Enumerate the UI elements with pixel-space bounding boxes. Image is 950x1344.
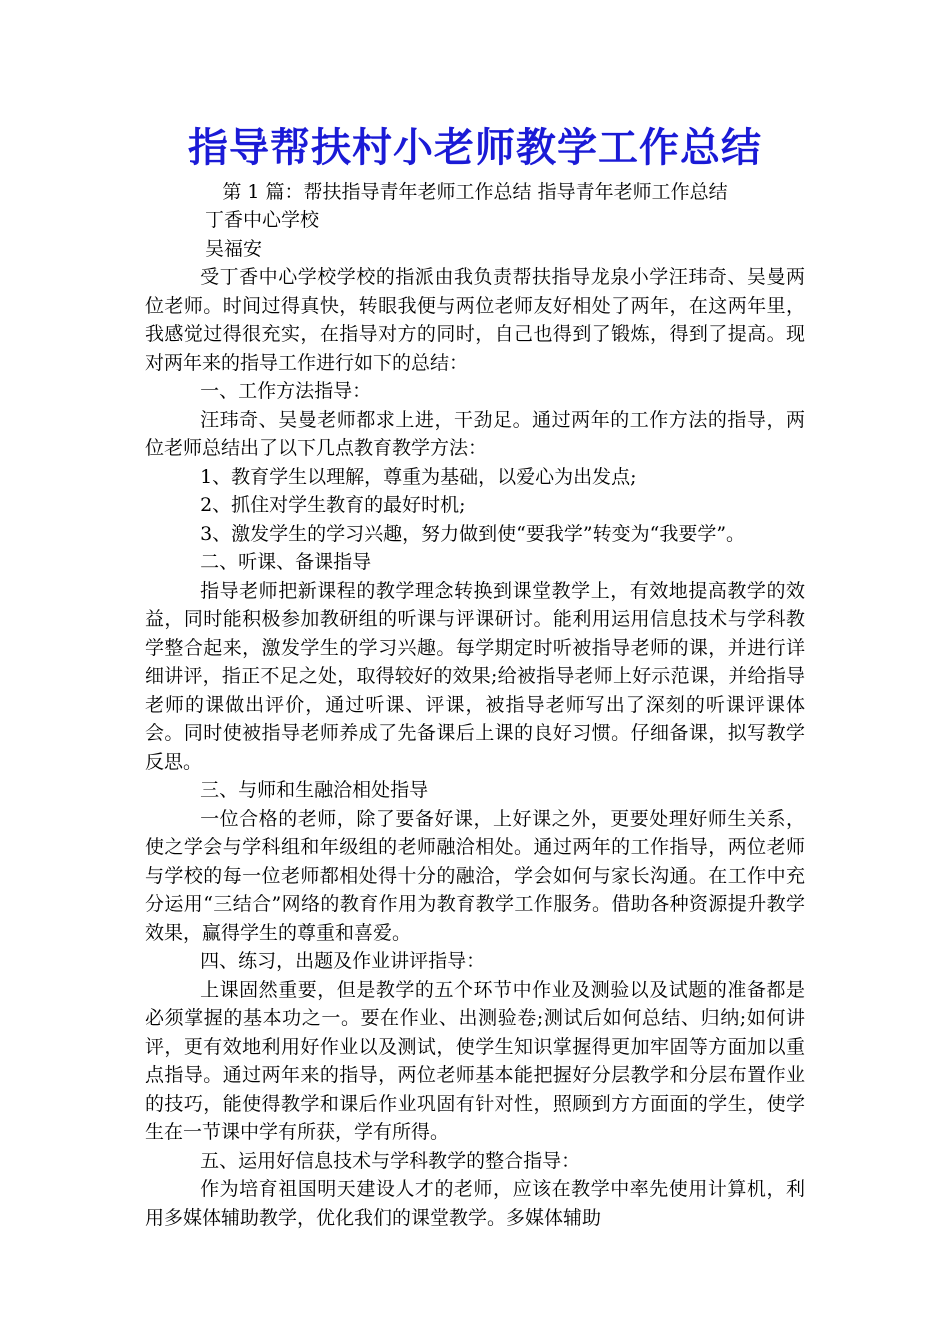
school-name: 丁香中心学校 — [205, 209, 320, 231]
document-title: 指导帮扶村小老师教学工作总结 — [188, 125, 762, 171]
author-name: 吴福安 — [205, 237, 263, 260]
paragraph: 上课固然重要，但是教学的五个环节中作业及测验以及试题的准备都是必须掌握的基本功之一。要在作业、出测验卷;测试后如何总结、归纳;如何讲评，更有效地利用好作业以及测试，使学生知识掌握得更加牢固等方面加以重点指导。通过两年来的指导，两位老师基本能把握好分层教学和分层布置作业的技巧，能使得教学和课后作业巩固有针对性，照顾到方方面面的学生，使学生在一节课中学有所获，学有所得。 — [145, 978, 805, 1143]
paragraph: 作为培育祖国明天建设人才的老师，应该在教学中率先使用计算机，利用多媒体辅助教学，优化我们的课堂教学。多媒体辅助 — [145, 1178, 805, 1229]
list-item: 2、抓住对学生教育的最好时机; — [200, 494, 466, 516]
paragraph: 受丁香中心学校学校的指派由我负责帮扶指导龙泉小学汪玮奇、吴曼两位老师。时间过得真快，转眼我便与两位老师友好相处了两年，在这两年里，我感觉过得很充实，在指导对方的同时，自己也得到了锻炼，得到了提高。现对两年来的指导工作进行如下的总结： — [145, 266, 805, 374]
list-item: 3、激发学生的学习兴趣，努力做到使“要我学”转变为“我要学”。 — [200, 522, 746, 545]
paragraph: 指导老师把新课程的教学理念转换到课堂教学上，有效地提高教学的效益，同时能积极参加教研组的听课与评课研讨。能利用运用信息技术与学科教学整合起来，激发学生的学习兴趣。每学期定时听被指导老师的课，并进行详细讲评，指正不足之处，取得较好的效果;给被指导老师上好示范课，并给指导老师的课做出评价，通过听课、评课，被指导老师写出了深刻的听课评课体会。同时使被指导老师养成了先备课后上课的良好习惯。仔细备课，拟写教学反思。 — [145, 579, 805, 773]
list-item: 1、教育学生以理解，尊重为基础，以爱心为出发点; — [200, 465, 637, 488]
paragraph: 汪玮奇、吴曼老师都求上进，干劲足。通过两年的工作方法的指导，两位老师总结出了以下几点教育教学方法： — [145, 408, 805, 459]
section-heading: 二、听课、备课指导 — [200, 551, 372, 573]
section-heading: 一、工作方法指导： — [200, 380, 372, 402]
document-subtitle: 第 1 篇：帮扶指导青年老师工作总结 指导青年老师工作总结 — [222, 181, 728, 203]
section-heading: 四、练习，出题及作业讲评指导： — [200, 950, 486, 972]
paragraph: 一位合格的老师，除了要备好课，上好课之外，更要处理好师生关系，使之学会与学科组和年级组的老师融洽相处。通过两年的工作指导，两位老师与学校的每一位老师都相处得十分的融洽，学会如何与家长沟通。在工作中充分运用“三结合”网络的教育作用为教育教学工作服务。借助各种资源提升教学效果，赢得学生的尊重和喜爱。 — [145, 807, 805, 944]
section-heading: 五、运用好信息技术与学科教学的整合指导： — [200, 1149, 581, 1172]
section-heading: 三、与师和生融洽相处指导 — [200, 779, 429, 801]
document-page — [145, 118, 805, 1232]
